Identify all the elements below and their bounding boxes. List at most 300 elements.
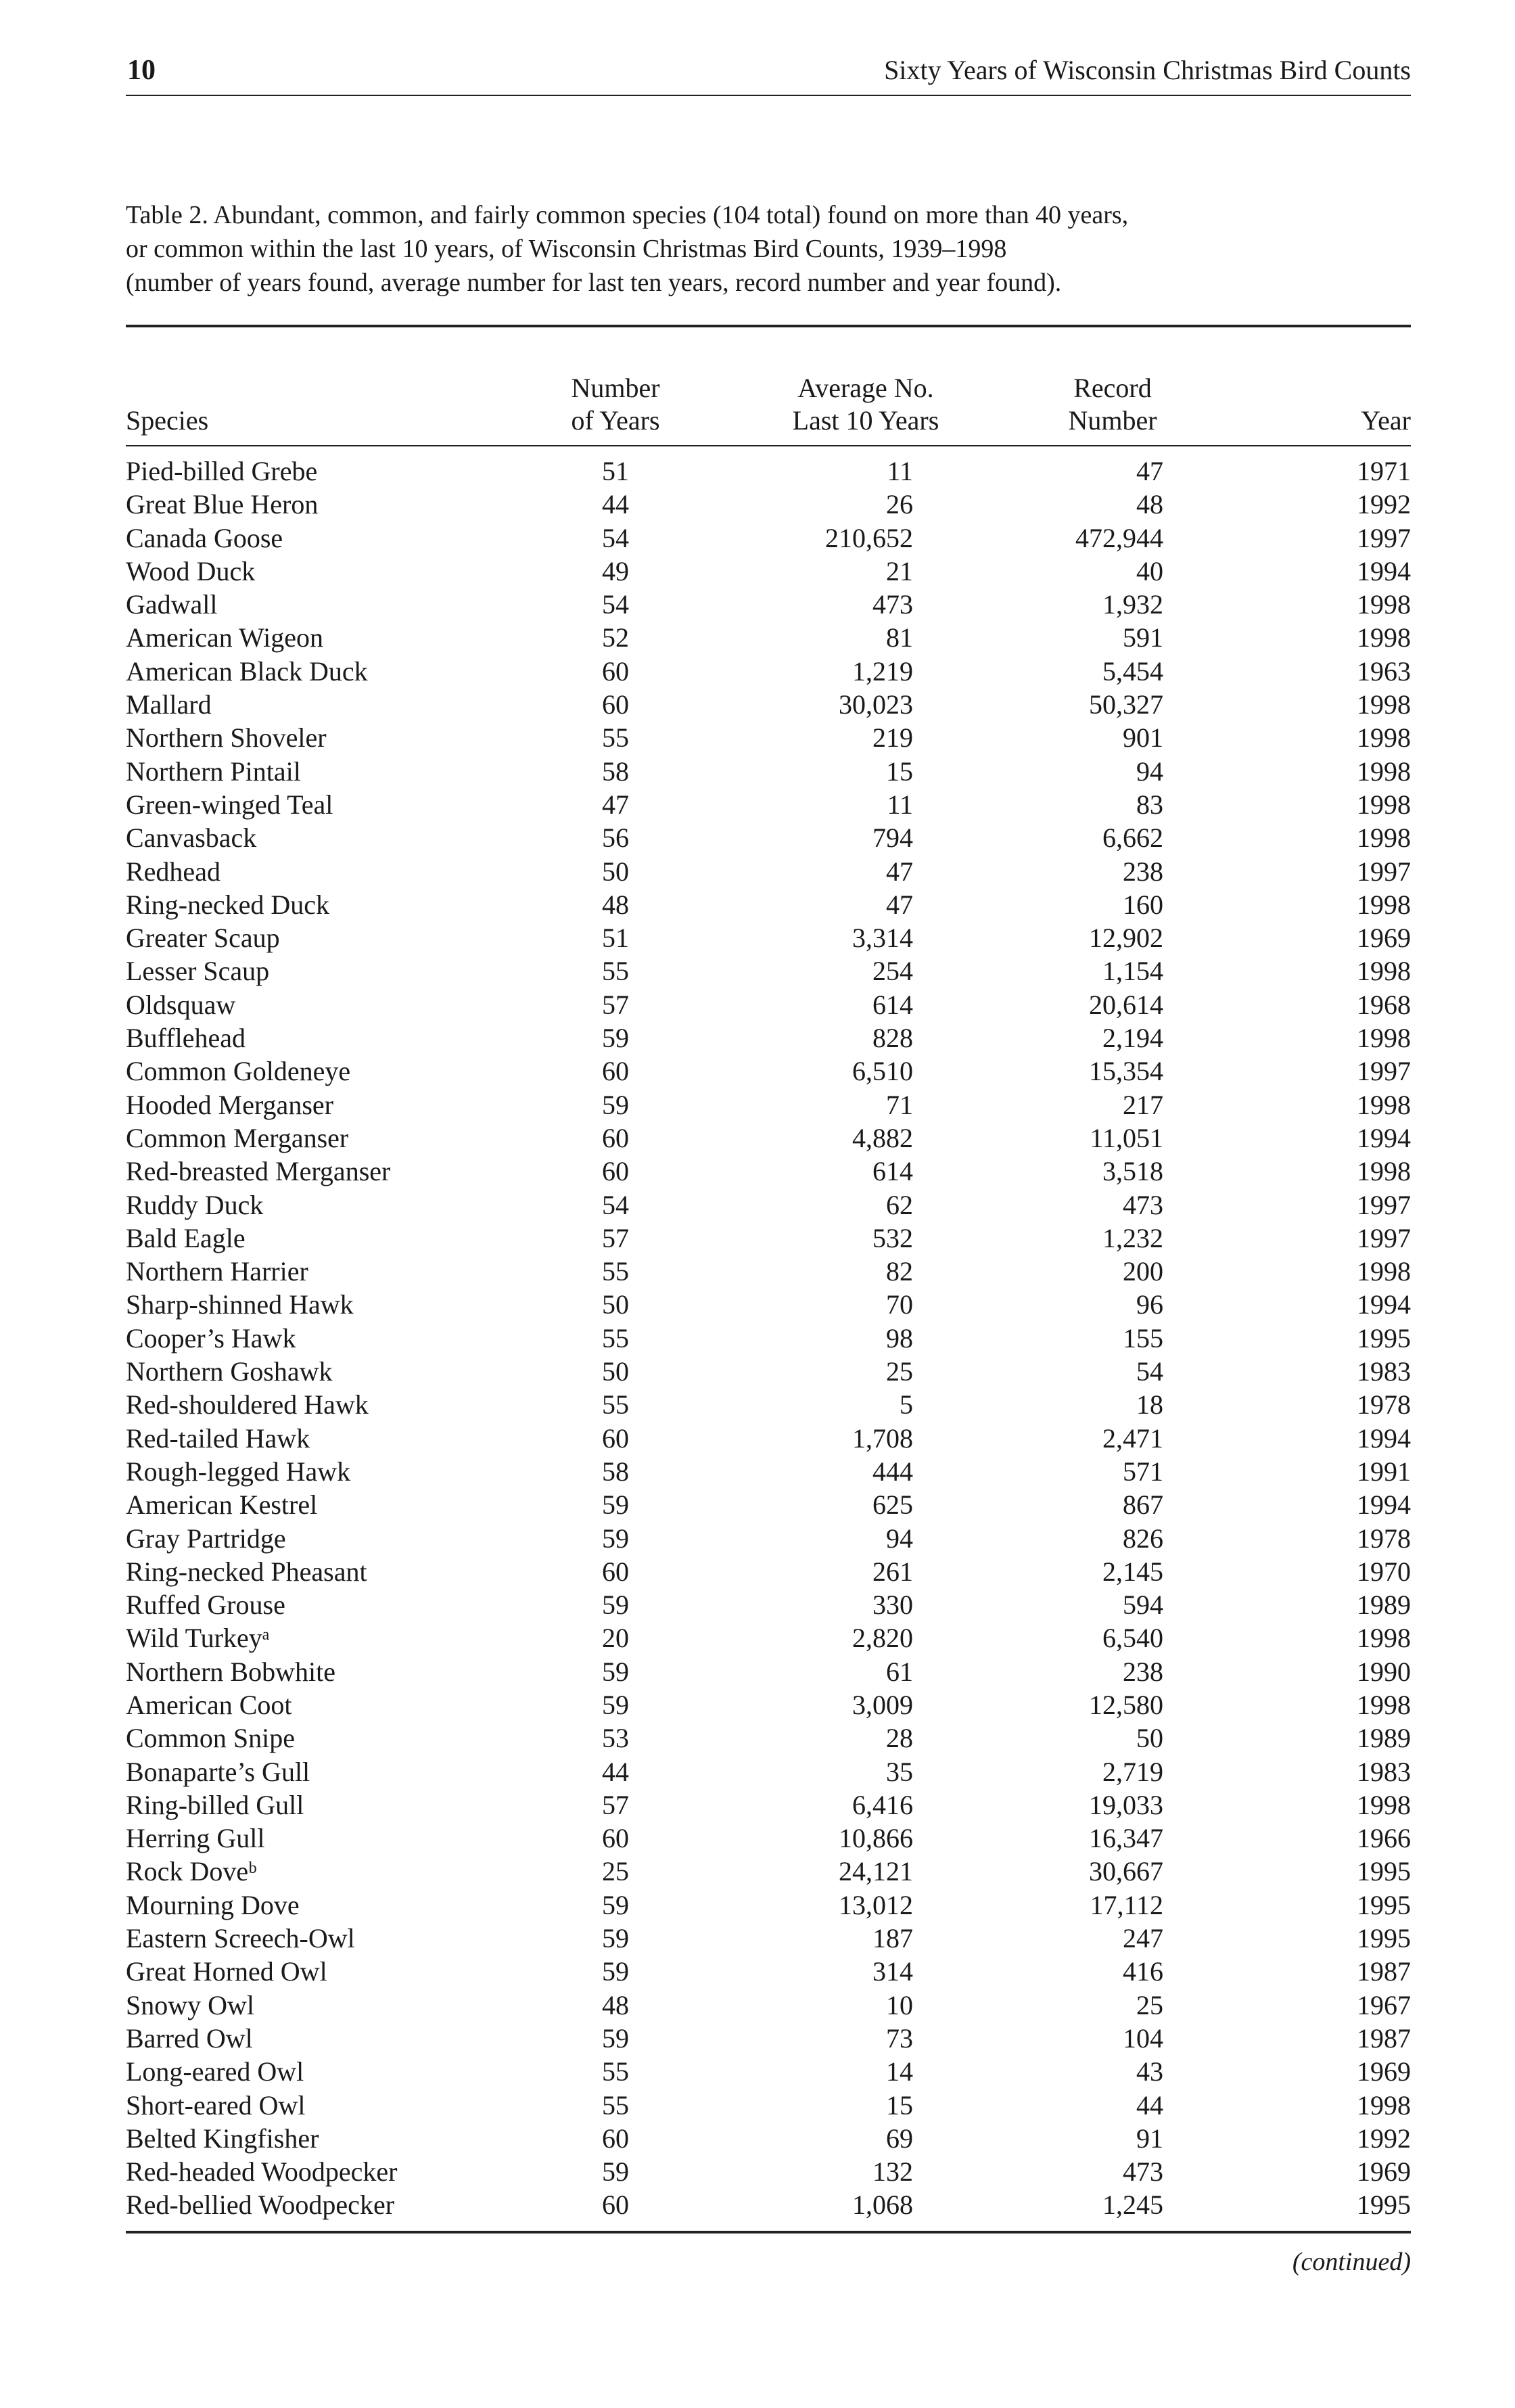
cell-species: Oldsquaw	[126, 989, 236, 1020]
cell-average-last-10: 210,652	[825, 522, 913, 553]
cell-species: Ruffed Grouse	[126, 1590, 285, 1621]
cell-average-last-10: 47	[886, 856, 913, 887]
cell-species: Pied-billed Grebe	[126, 456, 318, 486]
cell-average-last-10: 187	[872, 1923, 913, 1954]
cell-average-last-10: 15	[886, 2089, 913, 2121]
cell-record-year: 1995	[1357, 2190, 1411, 2221]
cell-species: Red-bellied Woodpecker	[126, 2190, 395, 2221]
cell-number-of-years: 60	[602, 655, 629, 687]
cell-species: Barred Owl	[126, 2022, 253, 2054]
cell-species: Common Goldeneye	[126, 1056, 351, 1087]
table-row	[0, 688, 1515, 721]
cell-average-last-10: 21	[886, 555, 913, 586]
table-row	[0, 1288, 1515, 1321]
cell-number-of-years: 48	[602, 889, 629, 920]
cell-record-year: 1994	[1357, 1489, 1411, 1521]
cell-number-of-years: 59	[602, 1923, 629, 1954]
cell-species: Northern Pintail	[126, 756, 301, 787]
cell-species: Lesser Scaup	[126, 956, 270, 987]
cell-species: Bufflehead	[126, 1023, 246, 1054]
cell-record-year: 1998	[1357, 1156, 1411, 1187]
cell-record-year: 1998	[1357, 889, 1411, 920]
cell-record-number: 17,112	[1090, 1889, 1163, 1920]
cell-number-of-years: 51	[602, 923, 629, 954]
cell-average-last-10: 794	[872, 823, 913, 854]
cell-record-year: 1998	[1357, 1689, 1411, 1720]
table-row	[0, 1989, 1515, 2022]
cell-average-last-10: 1,708	[852, 1422, 913, 1454]
cell-record-number: 83	[1136, 789, 1163, 820]
cell-average-last-10: 30,023	[839, 689, 913, 720]
cell-number-of-years: 60	[602, 2190, 629, 2221]
table-row	[0, 2089, 1515, 2122]
cell-record-number: 96	[1136, 1289, 1163, 1320]
cell-record-number: 50,327	[1089, 689, 1163, 720]
continued-note: (continued)	[1292, 2248, 1411, 2276]
cell-record-year: 1998	[1357, 823, 1411, 854]
cell-species: Red-tailed Hawk	[126, 1422, 310, 1454]
table-row	[0, 1455, 1515, 1488]
table-row	[0, 1822, 1515, 1855]
table-row	[0, 1121, 1515, 1155]
cell-record-number: 5,454	[1102, 655, 1163, 687]
table-row	[0, 2155, 1515, 2188]
cell-average-last-10: 314	[872, 1956, 913, 1987]
cell-record-year: 1969	[1357, 2056, 1411, 2087]
cell-record-year: 1967	[1357, 1989, 1411, 2020]
cell-average-last-10: 94	[886, 1523, 913, 1554]
header-year: Year	[1361, 405, 1411, 436]
table-row	[0, 1721, 1515, 1755]
cell-record-year: 1989	[1357, 1723, 1411, 1754]
cell-number-of-years: 60	[602, 1156, 629, 1187]
header-record-line-2: Number	[1068, 405, 1157, 436]
cell-average-last-10: 26	[886, 489, 913, 520]
cell-average-last-10: 532	[872, 1222, 913, 1253]
cell-record-year: 1994	[1357, 1122, 1411, 1153]
cell-number-of-years: 54	[602, 522, 629, 553]
cell-record-year: 1970	[1357, 1556, 1411, 1587]
cell-record-number: 43	[1136, 2056, 1163, 2087]
cell-record-number: 12,902	[1089, 923, 1163, 954]
cell-record-number: 473	[1123, 2156, 1163, 2187]
cell-species: Gray Partridge	[126, 1523, 286, 1554]
table-row	[0, 1488, 1515, 1521]
cell-species: Ruddy Duck	[126, 1189, 264, 1220]
cell-record-number: 16,347	[1089, 1823, 1163, 1854]
cell-number-of-years: 55	[602, 1389, 629, 1420]
table-row	[0, 1922, 1515, 1955]
cell-record-number: 19,033	[1089, 1789, 1163, 1820]
cell-record-year: 1995	[1357, 1322, 1411, 1353]
cell-species: Bonaparte’s Gull	[126, 1756, 310, 1787]
cell-record-year: 1998	[1357, 622, 1411, 653]
cell-record-year: 1989	[1357, 1590, 1411, 1621]
table-row	[0, 1255, 1515, 1288]
cell-number-of-years: 57	[602, 989, 629, 1020]
cell-record-number: 3,518	[1102, 1156, 1163, 1187]
cell-record-year: 1987	[1357, 1956, 1411, 1987]
cell-species: Common Merganser	[126, 1122, 349, 1153]
cell-number-of-years: 60	[602, 689, 629, 720]
cell-record-year: 1971	[1357, 456, 1411, 486]
cell-species: Short-eared Owl	[126, 2089, 306, 2121]
cell-average-last-10: 5	[900, 1389, 913, 1420]
cell-record-year: 1998	[1357, 2089, 1411, 2121]
table-row	[0, 2055, 1515, 2088]
table-row	[0, 788, 1515, 821]
table-row	[0, 1188, 1515, 1222]
cell-record-year: 1966	[1357, 1823, 1411, 1854]
cell-record-number: 901	[1123, 722, 1163, 754]
cell-number-of-years: 59	[602, 1089, 629, 1120]
cell-average-last-10: 444	[872, 1456, 913, 1487]
cell-species: Greater Scaup	[126, 923, 280, 954]
cell-record-number: 200	[1123, 1256, 1163, 1287]
cell-species: Belted Kingfisher	[126, 2123, 319, 2154]
cell-average-last-10: 6,510	[852, 1056, 913, 1087]
cell-average-last-10: 3,009	[852, 1689, 913, 1720]
cell-number-of-years: 54	[602, 1189, 629, 1220]
cell-species: Ring-billed Gull	[126, 1789, 304, 1820]
cell-number-of-years: 55	[602, 722, 629, 754]
cell-number-of-years: 59	[602, 2022, 629, 2054]
cell-number-of-years: 59	[602, 1590, 629, 1621]
cell-species: Northern Shoveler	[126, 722, 327, 754]
cell-average-last-10: 82	[886, 1256, 913, 1287]
header-average-line-2: Last 10 Years	[792, 405, 939, 436]
cell-species: Gadwall	[126, 589, 218, 620]
cell-average-last-10: 473	[872, 589, 913, 620]
cell-record-number: 472,944	[1075, 522, 1163, 553]
cell-record-year: 1997	[1357, 1222, 1411, 1253]
table-row	[0, 921, 1515, 954]
cell-species: American Wigeon	[126, 622, 323, 653]
table-row	[0, 1788, 1515, 1822]
cell-average-last-10: 98	[886, 1322, 913, 1353]
cell-species: Snowy Owl	[126, 1989, 255, 2020]
cell-species: Herring Gull	[126, 1823, 265, 1854]
table-row	[0, 1555, 1515, 1588]
cell-number-of-years: 47	[602, 789, 629, 820]
cell-average-last-10: 61	[886, 1656, 913, 1687]
cell-number-of-years: 55	[602, 1322, 629, 1353]
cell-species: Red-headed Woodpecker	[126, 2156, 398, 2187]
table-row	[0, 655, 1515, 688]
cell-species: Common Snipe	[126, 1723, 296, 1754]
cell-number-of-years: 59	[602, 1523, 629, 1554]
cell-record-year: 1998	[1357, 789, 1411, 820]
cell-average-last-10: 47	[886, 889, 913, 920]
caption-line-2: or common within the last 10 years, of Wisconsin Christmas Bird Counts, 1939–1998	[126, 235, 1007, 263]
header-number-of-years	[514, 372, 717, 437]
cell-species: Red-breasted Merganser	[126, 1156, 391, 1187]
cell-number-of-years: 59	[602, 1956, 629, 1987]
table-row	[0, 1588, 1515, 1621]
cell-average-last-10: 13,012	[839, 1889, 913, 1920]
cell-number-of-years: 50	[602, 1289, 629, 1320]
cell-species: Hooded Merganser	[126, 1089, 333, 1120]
table-row	[0, 954, 1515, 988]
cell-average-last-10: 10	[886, 1989, 913, 2020]
cell-average-last-10: 24,121	[839, 1856, 913, 1887]
cell-record-number: 54	[1136, 1356, 1163, 1387]
cell-average-last-10: 614	[872, 989, 913, 1020]
cell-number-of-years: 59	[602, 1023, 629, 1054]
header-species: Species	[126, 405, 209, 436]
cell-average-last-10: 3,314	[852, 923, 913, 954]
cell-number-of-years: 55	[602, 1256, 629, 1287]
cell-average-last-10: 828	[872, 1023, 913, 1054]
cell-species: Rough-legged Hawk	[126, 1456, 351, 1487]
header-number-line-2: of Years	[571, 405, 660, 436]
cell-record-year: 1990	[1357, 1656, 1411, 1687]
cell-record-year: 1998	[1357, 589, 1411, 620]
cell-number-of-years: 55	[602, 2056, 629, 2087]
header-number-line-1: Number	[571, 373, 660, 403]
table-row	[0, 2022, 1515, 2055]
cell-record-number: 50	[1136, 1723, 1163, 1754]
cell-record-number: 867	[1123, 1489, 1163, 1521]
cell-species: Rock Doveᵇ	[126, 1856, 257, 1887]
cell-record-number: 571	[1123, 1456, 1163, 1487]
cell-record-year: 1998	[1357, 1256, 1411, 1287]
cell-number-of-years: 59	[602, 1689, 629, 1720]
cell-species: Wood Duck	[126, 555, 256, 586]
table-row	[0, 721, 1515, 754]
cell-record-year: 1963	[1357, 655, 1411, 687]
cell-average-last-10: 10,866	[839, 1823, 913, 1854]
cell-record-year: 1998	[1357, 1789, 1411, 1820]
cell-record-year: 1992	[1357, 2123, 1411, 2154]
cell-record-year: 1997	[1357, 1189, 1411, 1220]
cell-record-number: 44	[1136, 2089, 1163, 2121]
table-row	[0, 755, 1515, 788]
cell-record-number: 1,932	[1102, 589, 1163, 620]
table-row	[0, 821, 1515, 854]
header-average	[744, 372, 987, 437]
cell-record-number: 15,354	[1089, 1056, 1163, 1087]
cell-record-number: 20,614	[1089, 989, 1163, 1020]
cell-species: Long-eared Owl	[126, 2056, 304, 2087]
cell-number-of-years: 60	[602, 1122, 629, 1153]
cell-average-last-10: 70	[886, 1289, 913, 1320]
cell-average-last-10: 6,416	[852, 1789, 913, 1820]
cell-average-last-10: 1,068	[852, 2190, 913, 2221]
cell-record-number: 1,232	[1102, 1222, 1163, 1253]
table-row	[0, 1755, 1515, 1788]
cell-record-number: 238	[1123, 856, 1163, 887]
cell-record-number: 91	[1136, 2123, 1163, 2154]
cell-record-number: 247	[1123, 1923, 1163, 1954]
cell-record-year: 1997	[1357, 522, 1411, 553]
table-row	[0, 1088, 1515, 1121]
cell-record-year: 1998	[1357, 1623, 1411, 1654]
cell-record-number: 1,245	[1102, 2190, 1163, 2221]
cell-average-last-10: 15	[886, 756, 913, 787]
cell-number-of-years: 59	[602, 1889, 629, 1920]
cell-record-number: 12,580	[1089, 1689, 1163, 1720]
cell-number-of-years: 50	[602, 1356, 629, 1387]
cell-species: Ring-necked Pheasant	[126, 1556, 367, 1587]
cell-number-of-years: 59	[602, 1489, 629, 1521]
page-number: 10	[127, 55, 156, 86]
table-row	[0, 1388, 1515, 1421]
table-row	[0, 488, 1515, 521]
cell-species: Wild Turkeyᵃ	[126, 1623, 270, 1654]
cell-average-last-10: 73	[886, 2022, 913, 2054]
cell-species: Great Horned Owl	[126, 1956, 327, 1987]
cell-species: American Black Duck	[126, 655, 368, 687]
cell-record-year: 1983	[1357, 1356, 1411, 1387]
cell-number-of-years: 44	[602, 489, 629, 520]
cell-number-of-years: 60	[602, 1422, 629, 1454]
cell-record-year: 1997	[1357, 1056, 1411, 1087]
cell-species: American Coot	[126, 1689, 292, 1720]
cell-species: Redhead	[126, 856, 220, 887]
cell-number-of-years: 51	[602, 456, 629, 486]
cell-record-year: 1987	[1357, 2022, 1411, 2054]
table-row	[0, 1422, 1515, 1455]
cell-record-number: 238	[1123, 1656, 1163, 1687]
table-body	[0, 455, 1515, 2222]
cell-average-last-10: 62	[886, 1189, 913, 1220]
cell-species: Cooper’s Hawk	[126, 1322, 296, 1353]
cell-record-number: 1,154	[1102, 956, 1163, 987]
cell-average-last-10: 614	[872, 1156, 913, 1187]
cell-number-of-years: 25	[602, 1856, 629, 1887]
running-header	[126, 54, 1411, 96]
cell-species: Great Blue Heron	[126, 489, 319, 520]
cell-record-number: 160	[1123, 889, 1163, 920]
caption-line-1: Table 2. Abundant, common, and fairly common species (104 total) found on more than 40 years,	[126, 201, 1129, 229]
table-row	[0, 522, 1515, 555]
table-row	[0, 1855, 1515, 1888]
cell-record-number: 25	[1136, 1989, 1163, 2020]
cell-record-year: 1968	[1357, 989, 1411, 1020]
cell-average-last-10: 81	[886, 622, 913, 653]
cell-average-last-10: 71	[886, 1089, 913, 1120]
table-row	[0, 855, 1515, 888]
cell-record-year: 1978	[1357, 1523, 1411, 1554]
cell-number-of-years: 58	[602, 1456, 629, 1487]
cell-average-last-10: 11	[887, 789, 913, 820]
header-record-line-1: Record	[1073, 373, 1152, 403]
table-row	[0, 1522, 1515, 1555]
table-row	[0, 455, 1515, 488]
table-row	[0, 1021, 1515, 1055]
cell-number-of-years: 60	[602, 2123, 629, 2154]
cell-species: Mourning Dove	[126, 1889, 300, 1920]
cell-record-number: 104	[1123, 2022, 1163, 2054]
table-row	[0, 1155, 1515, 1188]
table-top-rule	[126, 325, 1411, 327]
cell-species: Bald Eagle	[126, 1222, 246, 1253]
cell-record-number: 18	[1136, 1389, 1163, 1420]
cell-average-last-10: 254	[872, 956, 913, 987]
cell-record-number: 47	[1136, 456, 1163, 486]
cell-number-of-years: 59	[602, 1656, 629, 1687]
cell-record-number: 48	[1136, 489, 1163, 520]
cell-number-of-years: 55	[602, 956, 629, 987]
cell-number-of-years: 60	[602, 1823, 629, 1854]
cell-record-year: 1969	[1357, 2156, 1411, 2187]
table-row	[0, 888, 1515, 921]
cell-record-year: 1992	[1357, 489, 1411, 520]
cell-record-year: 1995	[1357, 1889, 1411, 1920]
cell-record-year: 1998	[1357, 1023, 1411, 1054]
cell-number-of-years: 48	[602, 1989, 629, 2020]
cell-average-last-10: 625	[872, 1489, 913, 1521]
cell-number-of-years: 54	[602, 589, 629, 620]
cell-number-of-years: 60	[602, 1556, 629, 1587]
cell-record-number: 30,667	[1089, 1856, 1163, 1887]
table-row	[0, 988, 1515, 1021]
cell-record-year: 1998	[1357, 756, 1411, 787]
cell-species: Canada Goose	[126, 522, 283, 553]
cell-number-of-years: 53	[602, 1723, 629, 1754]
cell-number-of-years: 60	[602, 1056, 629, 1087]
header-record	[1001, 372, 1224, 437]
cell-average-last-10: 1,219	[852, 655, 913, 687]
cell-record-number: 11,051	[1090, 1122, 1163, 1153]
cell-average-last-10: 69	[886, 2123, 913, 2154]
cell-species: Red-shouldered Hawk	[126, 1389, 369, 1420]
table-row	[0, 1222, 1515, 1255]
cell-record-year: 1978	[1357, 1389, 1411, 1420]
cell-species: Northern Goshawk	[126, 1356, 333, 1387]
table-row	[0, 1688, 1515, 1721]
table-row	[0, 1322, 1515, 1355]
table-row	[0, 588, 1515, 621]
cell-average-last-10: 25	[886, 1356, 913, 1387]
cell-record-number: 2,471	[1102, 1422, 1163, 1454]
cell-average-last-10: 14	[886, 2056, 913, 2087]
cell-record-year: 1997	[1357, 856, 1411, 887]
cell-species: American Kestrel	[126, 1489, 318, 1521]
cell-record-year: 1995	[1357, 1856, 1411, 1887]
cell-number-of-years: 49	[602, 555, 629, 586]
table-bottom-rule	[126, 2231, 1411, 2233]
table-row	[0, 2122, 1515, 2155]
cell-record-number: 591	[1123, 622, 1163, 653]
cell-record-number: 6,662	[1102, 823, 1163, 854]
cell-record-number: 6,540	[1102, 1623, 1163, 1654]
table-row	[0, 1355, 1515, 1388]
table-row	[0, 1655, 1515, 1688]
cell-number-of-years: 44	[602, 1756, 629, 1787]
cell-number-of-years: 52	[602, 622, 629, 653]
cell-record-year: 1998	[1357, 956, 1411, 987]
cell-number-of-years: 57	[602, 1789, 629, 1820]
cell-species: Green-winged Teal	[126, 789, 333, 820]
cell-species: Mallard	[126, 689, 212, 720]
cell-record-number: 594	[1123, 1590, 1163, 1621]
cell-number-of-years: 57	[602, 1222, 629, 1253]
cell-average-last-10: 28	[886, 1723, 913, 1754]
cell-average-last-10: 11	[887, 456, 913, 486]
cell-record-year: 1994	[1357, 1289, 1411, 1320]
cell-record-number: 473	[1123, 1189, 1163, 1220]
cell-average-last-10: 261	[872, 1556, 913, 1587]
cell-record-year: 1991	[1357, 1456, 1411, 1487]
cell-number-of-years: 20	[602, 1623, 629, 1654]
cell-record-number: 40	[1136, 555, 1163, 586]
cell-record-year: 1969	[1357, 923, 1411, 954]
table-row	[0, 2188, 1515, 2221]
table-row	[0, 621, 1515, 654]
cell-average-last-10: 35	[886, 1756, 913, 1787]
